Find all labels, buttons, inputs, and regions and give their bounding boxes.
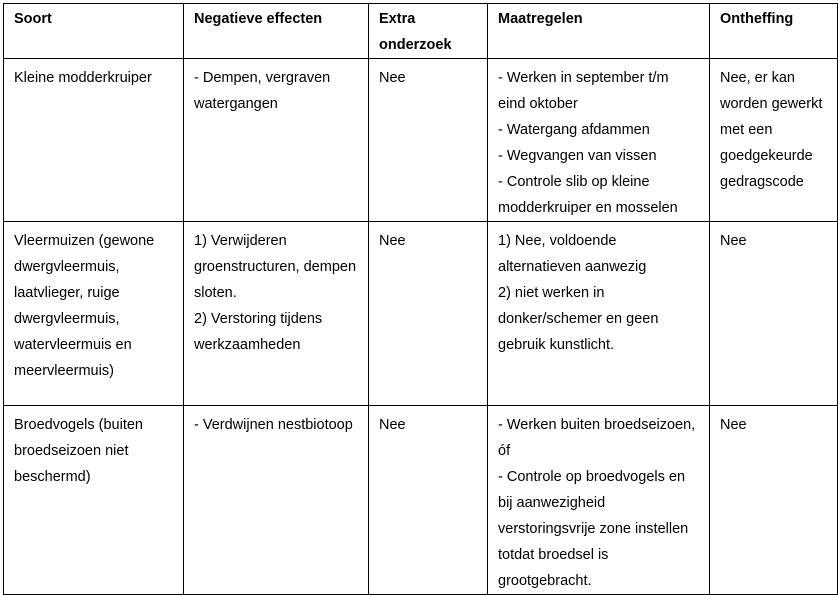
effect-line: - Dempen, vergraven watergangen [194, 70, 331, 112]
cell-soort: Broedvogels (buiten broedseizoen niet beschermd) [4, 406, 184, 595]
effect-line: 2) Verstoring tijdens werkzaamheden [194, 311, 323, 353]
cell-maatregelen [488, 222, 710, 406]
measure-line: 1) Nee, voldoende alternatieven aanwezig [498, 233, 647, 275]
cell-maatregelen [488, 59, 710, 222]
measure-line: 2) niet werken in donker/schemer en geen gebruik kunstlicht. [498, 285, 659, 353]
table-row [4, 406, 838, 595]
measure-line: - Werken buiten broedseizoen, óf [498, 417, 696, 459]
effect-line: 1) Verwijderen groenstructuren, dempen sloten. [194, 233, 357, 301]
cell-extra-onderzoek: Nee [369, 406, 488, 595]
cell-extra-onderzoek: Nee [369, 59, 488, 222]
cell-ontheffing: Nee [710, 222, 838, 406]
measure-line: - Controle op broedvogels en bij aanwezigheid verstoringsvrije zone instellen totdat broedsel is grootgebracht. [498, 469, 689, 589]
cell-negatieve-effecten [184, 59, 369, 222]
cell-maatregelen [488, 406, 710, 595]
cell-extra-onderzoek: Nee [369, 222, 488, 406]
effect-line: - Verdwijnen nestbiotoop [194, 417, 353, 433]
cell-ontheffing: Nee [710, 406, 838, 595]
header-maatregelen: Maatregelen [488, 4, 710, 59]
table-row [4, 59, 838, 222]
table-row [4, 222, 838, 406]
table-header-row [4, 4, 838, 59]
measure-line: - Werken in september t/m eind oktober [498, 70, 669, 112]
cell-ontheffing: Nee, er kan worden gewerkt met een goedgekeurde gedragscode [710, 59, 838, 222]
measure-line: - Wegvangen van vissen [498, 148, 657, 164]
header-ontheffing: Ontheffing [710, 4, 838, 59]
cell-negatieve-effecten [184, 406, 369, 595]
header-soort: Soort [4, 4, 184, 59]
measure-line: - Watergang afdammen [498, 122, 650, 138]
cell-soort: Kleine modderkruiper [4, 59, 184, 222]
header-extra-onderzoek: Extra onderzoek [369, 4, 488, 59]
species-measures-table [3, 3, 838, 595]
cell-negatieve-effecten [184, 222, 369, 406]
cell-soort: Vleermuizen (gewone dwergvleermuis, laatvlieger, ruige dwergvleermuis, watervleermuis en meervleermuis) [4, 222, 184, 406]
measure-line: - Controle slib op kleine modderkruiper en mosselen [498, 174, 678, 216]
header-negatieve-effecten: Negatieve effecten [184, 4, 369, 59]
